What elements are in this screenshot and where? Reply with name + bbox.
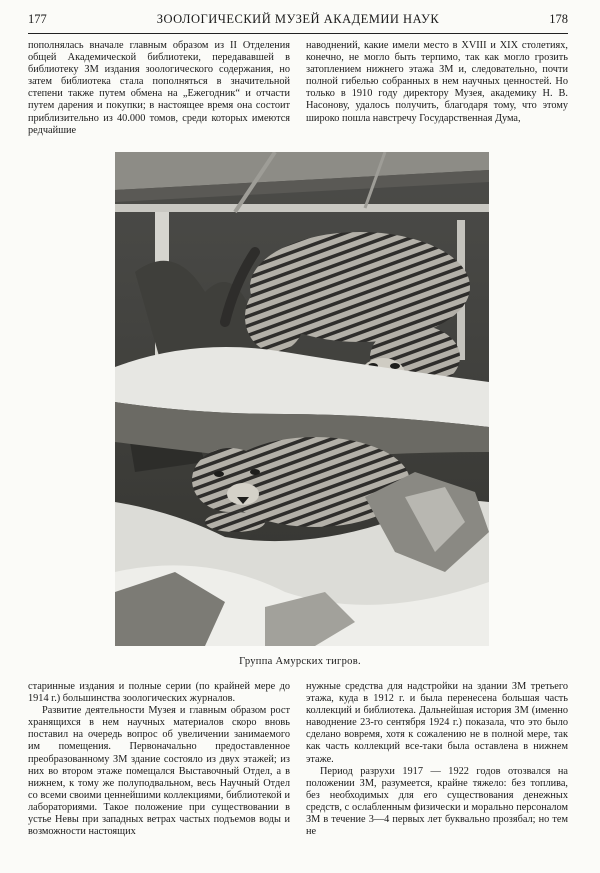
paragraph: нужные средства для надстройки на здании ЗМ третьего этажа, куда в 1912 г. и была перенесена большая часть коллекций и библиотека. Дальнейшая история ЗМ (именно наводнение 23-го сентября 1924 г.) показала, что это было сделано вовремя, хотя к сожалению не в полной мере, так как часть коллекций все-таки была оставлена в нижнем этаже. <box>306 681 568 765</box>
column-top-left <box>28 40 290 137</box>
column-bottom-left <box>28 681 290 838</box>
paragraph: старинные издания и полные серии (по крайней мере до 1914 г.) большинства зоологических журналов. <box>28 681 290 705</box>
tiger-photo <box>115 152 489 646</box>
column-bottom-right <box>306 681 568 838</box>
paragraph: пополнялась вначале главным образом из II Отделения общей Академической библиотеки, передававшей в библиотеку ЗМ издания зоологического содержания, но затем библиотека стала пополняться в значительной степени также путем обмена на „Ежегодник“ и отчасти путем дарения и покупки; в настоящее время она состоит приблизительно из 40.000 томов, среди которых имеются редчайшие <box>28 40 290 136</box>
header-rule <box>28 33 568 34</box>
page-number-left: 177 <box>28 12 47 26</box>
running-header <box>28 12 568 32</box>
figure-caption: Группа Амурских тигров. <box>239 656 361 667</box>
running-title: ЗООЛОГИЧЕСКИЙ МУЗЕЙ АКАДЕМИИ НАУК <box>156 12 440 26</box>
paragraph: Период разрухи 1917 — 1922 годов отозвался на положении ЗМ, разумеется, крайне тяжело: без топлива, без необходимых для его существования денежных средств, с ослабленным физически и морально персоналом ЗМ в течение 3—4 первых лет буквально прозябал; но тем не <box>306 765 568 838</box>
column-top-right <box>306 40 568 125</box>
page-number-right: 178 <box>549 12 568 26</box>
paragraph: наводнений, какие имели место в XVIII и XIX столетиях, конечно, не могло быть терпимо, так как могло грозить затоплением нижнего этажа ЗМ и, следовательно, почти полной гибелью собранных в нем научных ценностей. Но только в 1910 году директору Музея, академику Н. В. Насонову, удалось получить, благодаря тому, что этому широко пошла навстречу Государственная Дума, <box>306 40 568 124</box>
paragraph: Развитие деятельности Музея и главным образом рост хранящихся в нем научных материалов скоро вновь поставил на очередь вопрос об увеличении занимаемого им помещения. Первоначально предоставленное преобразованному ЗМ здание состояло из двух этажей; из них во втором этаже помещался Выставочный Отдел, а в нижнем, к тому же полуподвальном, весь Научный Отдел со всеми своими ценнейшими коллекциями, библиотекой и лабораториями. Такое положение при существовании в устье Невы при западных ветрах частых подъемов воды и возможности настоящих <box>28 705 290 838</box>
tiger-diorama-image <box>115 152 489 646</box>
